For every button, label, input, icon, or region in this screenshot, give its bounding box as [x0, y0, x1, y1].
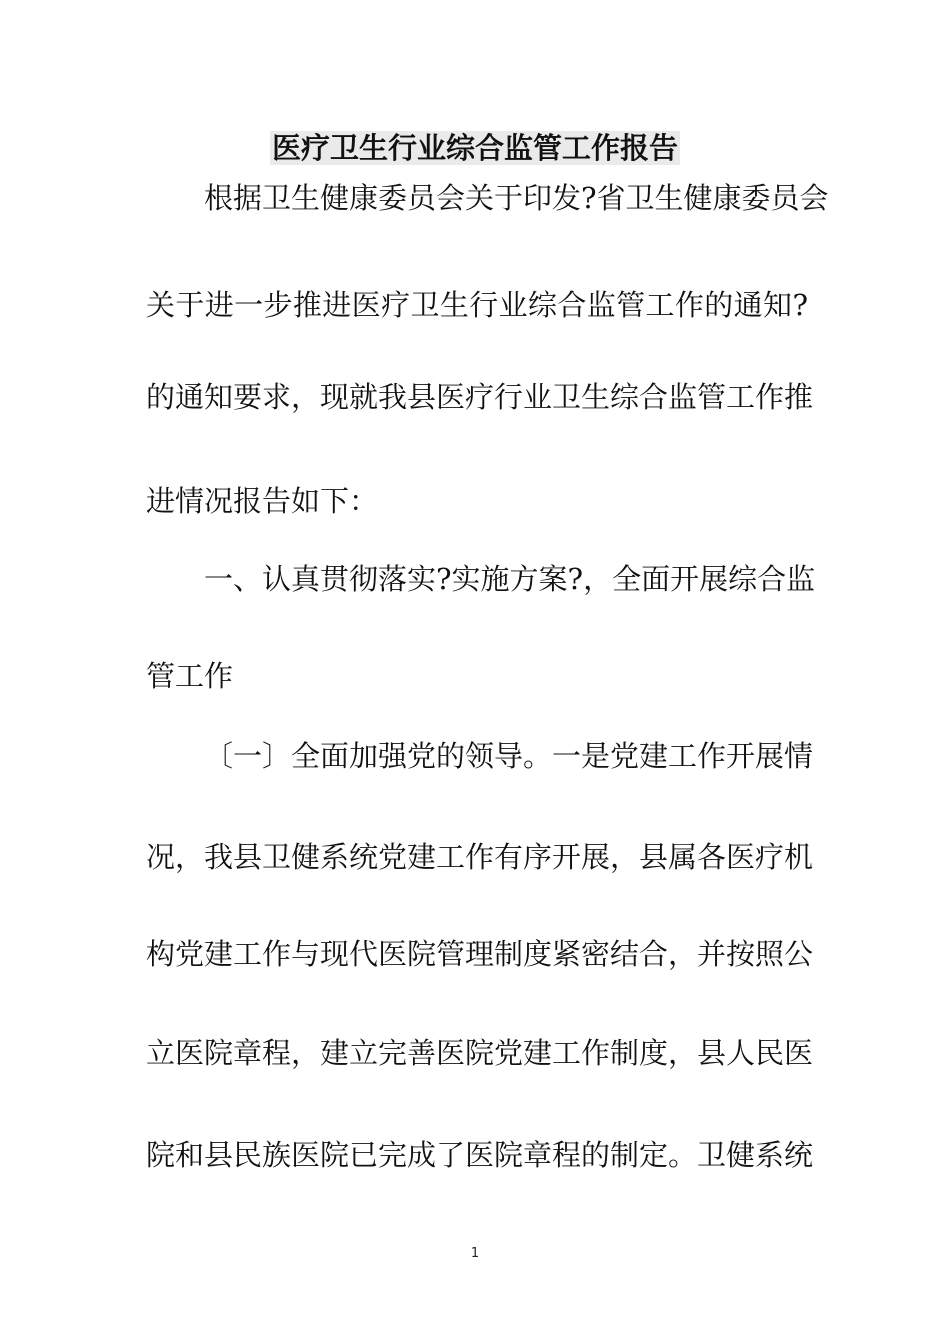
paragraph-line: 进情况报告如下： — [146, 484, 379, 518]
section-heading-line: 管工作 — [146, 659, 234, 693]
paragraph-line: 院和县民族医院已完成了医院章程的制定。卫健系统 — [146, 1138, 814, 1172]
section-heading-line: 一、认真贯彻落实?实施方案?，全面开展综合监 — [204, 562, 816, 596]
paragraph-line: 的通知要求，现就我县医疗行业卫生综合监管工作推 — [146, 380, 814, 414]
paragraph-line: 构党建工作与现代医院管理制度紧密结合，并按照公 — [146, 937, 814, 971]
paragraph-line: 根据卫生健康委员会关于印发?省卫生健康委员会 — [204, 181, 829, 215]
document-title — [0, 128, 950, 168]
paragraph-line: 关于进一步推进医疗卫生行业综合监管工作的通知? — [146, 288, 808, 322]
page-number: 1 — [470, 1246, 480, 1261]
paragraph-line: 立医院章程，建立完善医院党建工作制度，县人民医 — [146, 1036, 814, 1070]
document-title-text: 医疗卫生行业综合监管工作报告 — [271, 131, 678, 165]
paragraph-line: 况，我县卫健系统党建工作有序开展，县属各医疗机 — [146, 840, 814, 874]
paragraph-line: 〔一〕全面加强党的领导。一是党建工作开展情 — [204, 739, 814, 773]
